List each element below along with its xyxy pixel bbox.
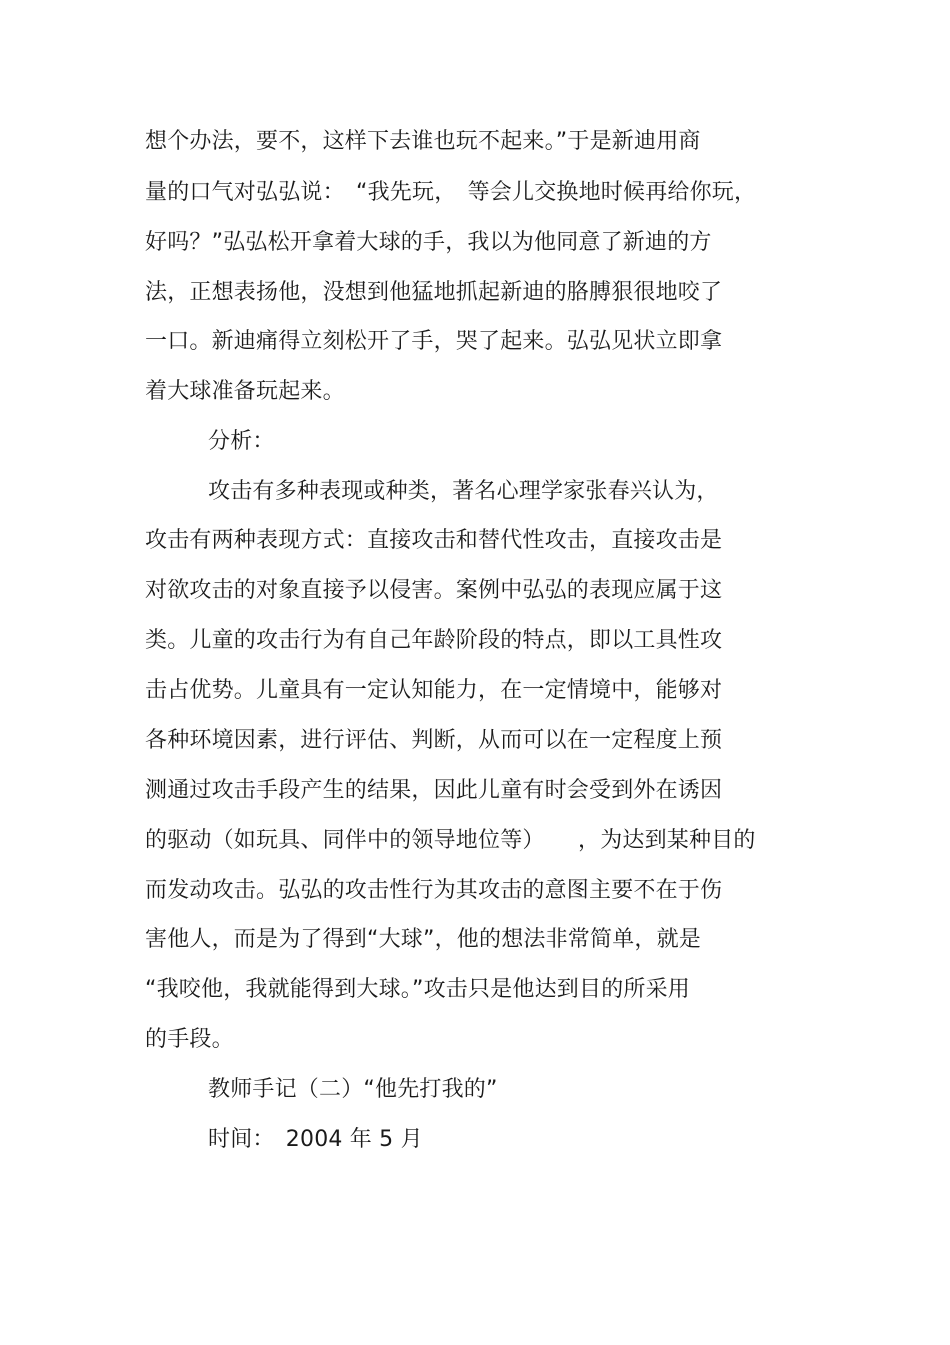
paragraph-line: 好吗？”弘弘松开拿着大球的手，我以为他同意了新迪的方 xyxy=(145,230,712,255)
paragraph-line: 的驱动（如玩具、同伴中的领导地位等） ，为达到某种目的 xyxy=(145,828,756,853)
paragraph-line: 的手段。 xyxy=(145,1027,234,1052)
paragraph-line: 各种环境因素，进行评估、判断，从而可以在一定程度上预 xyxy=(145,728,723,753)
paragraph-line: 想个办法，要不，这样下去谁也玩不起来。”于是新迪用商 xyxy=(145,129,701,154)
paragraph-line: 攻击有多种表现或种类，著名心理学家张春兴认为， xyxy=(208,479,719,504)
paragraph-line: 击占优势。儿童具有一定认知能力，在一定情境中，能够对 xyxy=(145,678,723,703)
date-line: 时间： 2004 年 5 月 xyxy=(208,1127,423,1152)
paragraph-line: 一口。新迪痛得立刻松开了手，哭了起来。弘弘见状立即拿 xyxy=(145,329,723,354)
section-heading-analysis: 分析： xyxy=(208,429,275,454)
section-heading-teacher-notes: 教师手记（二）“他先打我的” xyxy=(208,1077,498,1102)
paragraph-line: 害他人，而是为了得到“大球”，他的想法非常简单，就是 xyxy=(145,927,701,952)
paragraph-line: 量的口气对弘弘说： “我先玩， 等会儿交换地时候再给你玩， xyxy=(145,180,757,205)
paragraph-line: 而发动攻击。弘弘的攻击性行为其攻击的意图主要不在于伤 xyxy=(145,878,723,903)
paragraph-line: 法，正想表扬他，没想到他猛地抓起新迪的胳膊狠很地咬了 xyxy=(145,280,723,305)
paragraph-line: “我咬他，我就能得到大球。”攻击只是他达到目的所采用 xyxy=(145,977,690,1002)
paragraph-line: 类。儿童的攻击行为有自己年龄阶段的特点，即以工具性攻 xyxy=(145,628,723,653)
paragraph-line: 着大球准备玩起来。 xyxy=(145,379,345,404)
paragraph-line: 测通过攻击手段产生的结果，因此儿童有时会受到外在诱因 xyxy=(145,778,723,803)
paragraph-line: 攻击有两种表现方式：直接攻击和替代性攻击，直接攻击是 xyxy=(145,528,723,553)
paragraph-line: 对欲攻击的对象直接予以侵害。案例中弘弘的表现应属于这 xyxy=(145,578,723,603)
